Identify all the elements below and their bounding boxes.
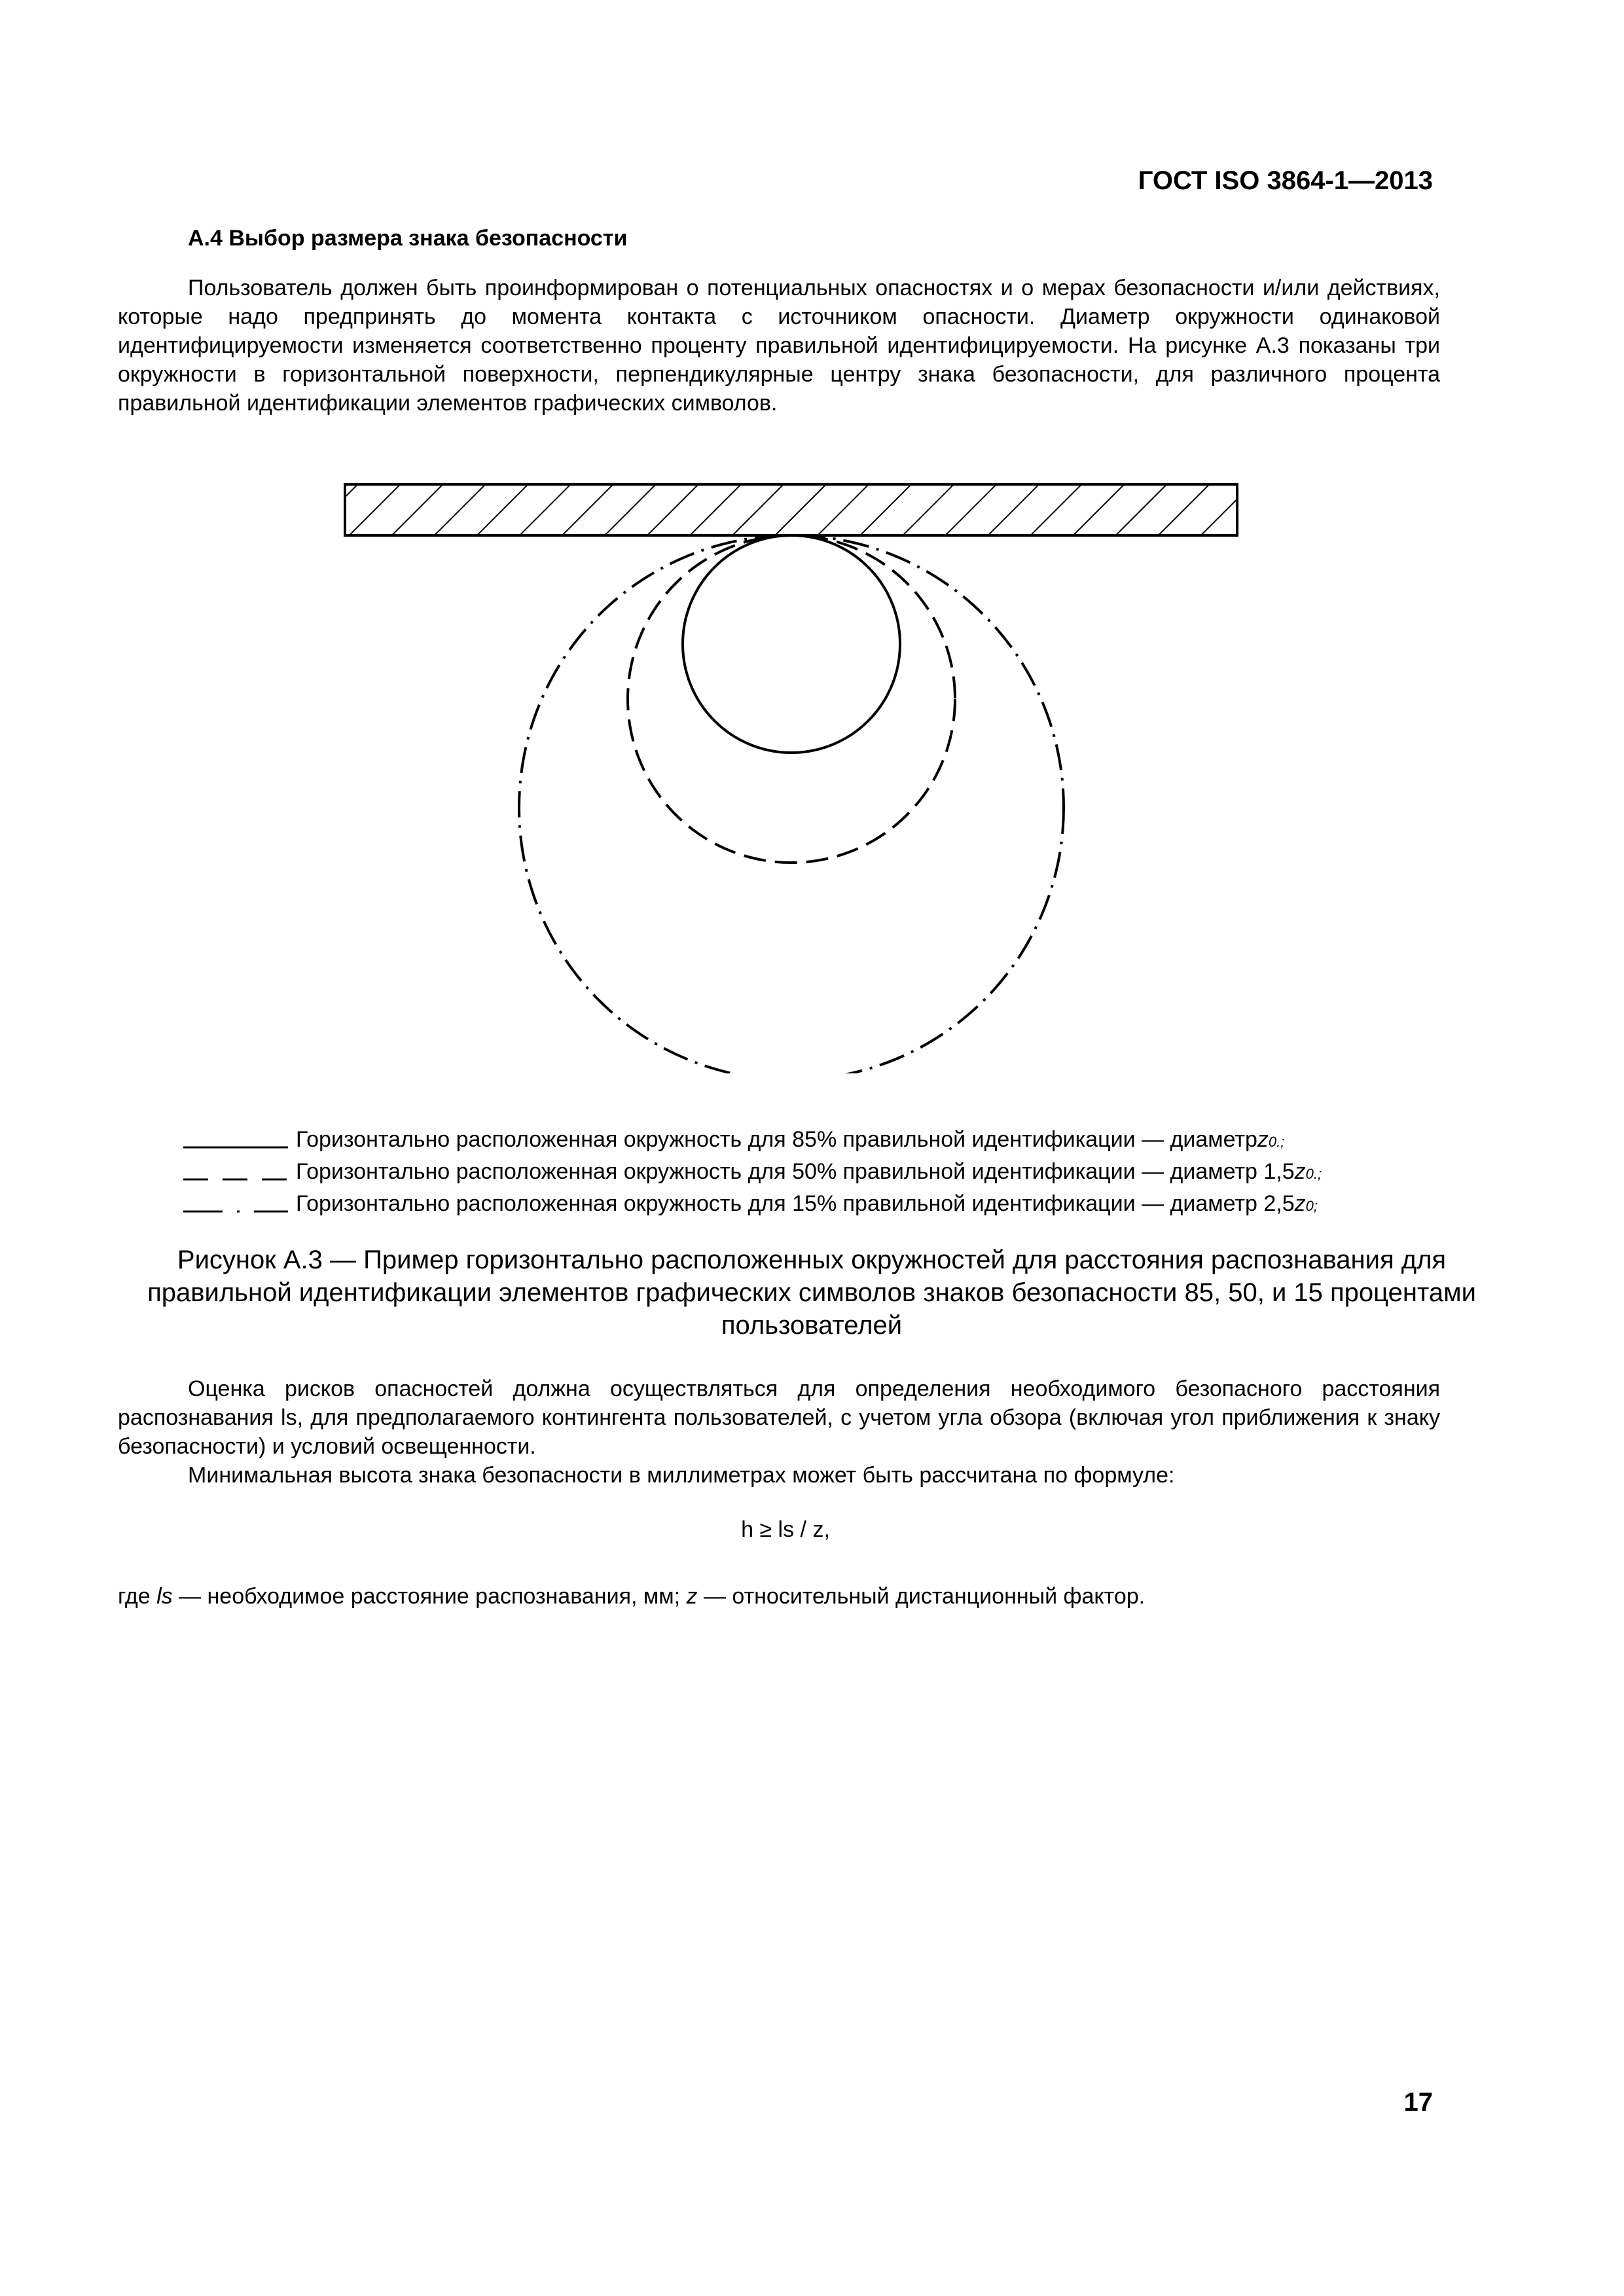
formula-explanation <box>118 1584 1145 1609</box>
formula: h ≥ ls / z, <box>741 1517 830 1542</box>
legend-item-85 <box>183 1124 1322 1157</box>
legend-item-50 <box>183 1157 1322 1189</box>
figure-caption: Рисунок А.3 — Пример горизонтально расположенных окружностей для расстояния распознавания для правильной идентификации элементов графических символов знаков безопасности 85, 50, и 15 процентами пользователей <box>147 1246 1476 1340</box>
legend-sub: 0.; <box>1305 1166 1322 1182</box>
horizontal-surface-hatched <box>345 484 1237 535</box>
where-var-ls: ls <box>156 1584 173 1609</box>
circle-85-percent <box>683 535 900 753</box>
figure-a3-circles <box>327 471 1244 1073</box>
legend-solid-line-sample <box>183 1124 288 1147</box>
section-title: А.4 Выбор размера знака безопасности <box>188 226 628 251</box>
legend-sub: 0.; <box>1268 1134 1285 1150</box>
risk-assessment-paragraph: Оценка рисков опасностей должна осуществляться для определения необходимого безопасного расстояния распознавания ls, для предполагаемого контингента пользователей, с учетом угла обзора (включая угол приближения к знаку безопасности) и условий освещенности. <box>118 1376 1440 1459</box>
legend-text: Горизонтально расположенная окружность для 85% правильной идентификации — диаметр <box>296 1127 1257 1152</box>
legend-dash-dot-line-sample <box>183 1189 288 1211</box>
legend-sub: 0; <box>1305 1198 1318 1214</box>
formula-intro-paragraph: Минимальная высота знака безопасности в миллиметрах может быть рассчитана по формуле: <box>188 1463 1175 1488</box>
where-mid: — необходимое расстояние распознавания, мм; <box>172 1584 687 1609</box>
legend-item-15 <box>183 1189 1322 1221</box>
legend-var: z <box>1294 1159 1306 1184</box>
legend-var: z <box>1257 1127 1269 1152</box>
where-var-z: z <box>686 1584 698 1609</box>
intro-paragraph: Пользователь должен быть проинформирован о потенциальных опасностях и о мерах безопасности и/или действиях, которые надо предпринять до момента контакта с источником опасности. Диаметр окружности одинаковой идентифицируемости изменяется соответственно проценту правильной идентифицируемости. На рисунке А.3 показаны три окружности в горизонтальной поверхности, перпендикулярные центру знака безопасности, для различного процента правильной идентификации элементов графических символов. <box>118 276 1440 416</box>
legend-text: Горизонтально расположенная окружность для 50% правильной идентификации — диаметр 1,5 <box>296 1159 1295 1184</box>
document-standard-number: ГОСТ ISO 3864-1—2013 <box>1138 166 1433 195</box>
legend-text: Горизонтально расположенная окружность для 15% правильной идентификации — диаметр 2,5 <box>296 1191 1295 1216</box>
legend-dashed-line-sample <box>183 1157 288 1179</box>
circle-15-percent <box>519 535 1064 1073</box>
where-suffix: — относительный дистанционный фактор. <box>697 1584 1146 1609</box>
circle-50-percent <box>628 535 955 863</box>
where-prefix: где <box>118 1584 157 1609</box>
page-number: 17 <box>1403 2088 1433 2117</box>
legend-var: z <box>1294 1191 1306 1216</box>
figure-legend <box>183 1124 1322 1221</box>
